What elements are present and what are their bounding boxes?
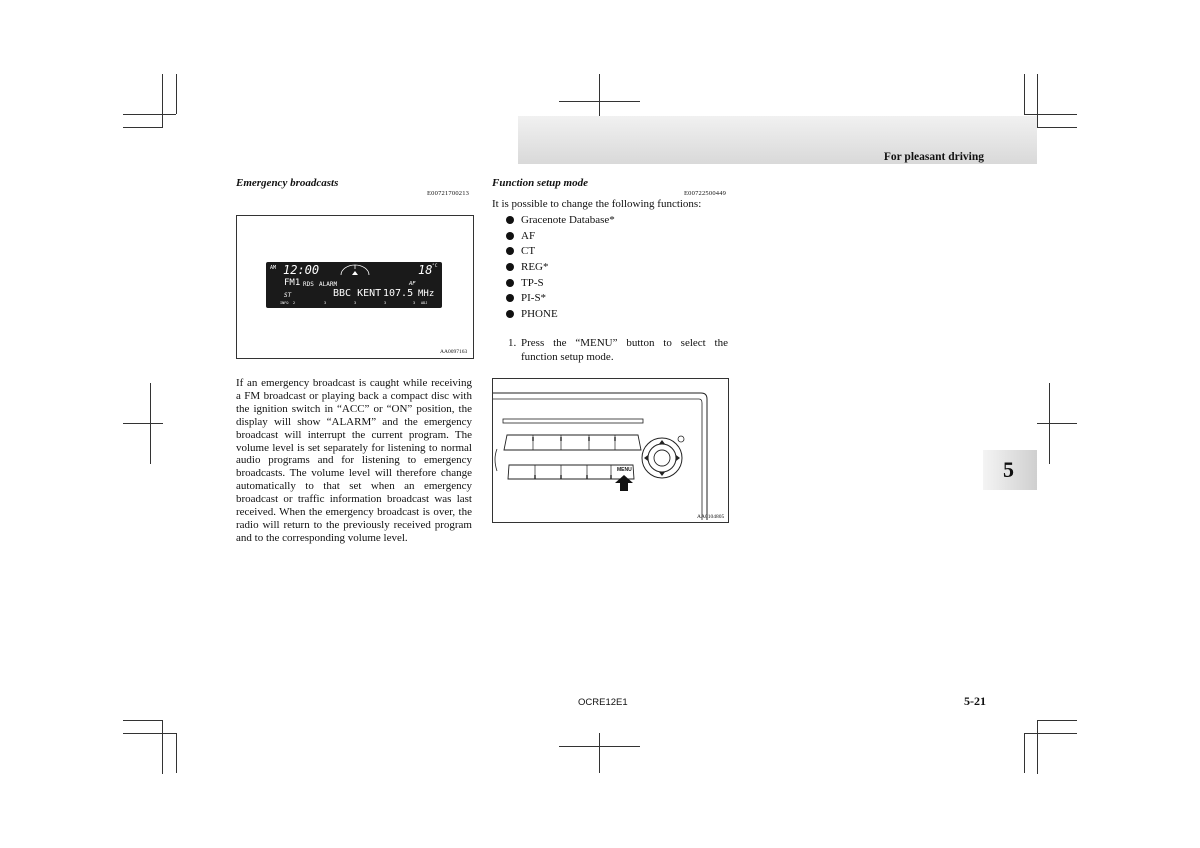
- lcd-adj: ADJ: [421, 301, 428, 305]
- lcd-tick-label: 3: [324, 301, 327, 305]
- lcd-info: INFO: [280, 301, 289, 305]
- function-setup-intro: It is possible to change the following functions:: [492, 198, 702, 210]
- function-setup-title: Function setup mode: [492, 177, 588, 189]
- lcd-am: AM: [270, 265, 277, 271]
- step-number: 1.: [508, 337, 517, 349]
- lcd-time: 12:00: [283, 263, 320, 277]
- lcd-tick-label: 3: [413, 301, 416, 305]
- function-list: [506, 212, 615, 322]
- radio-panel-illustration: [493, 379, 726, 520]
- bullet-icon: [506, 310, 514, 318]
- lcd-rds: RDS: [303, 281, 314, 288]
- lcd-band: FM1: [284, 278, 301, 288]
- lcd-station: BBC KENT: [333, 288, 382, 299]
- lcd-temp-unit: °C: [432, 264, 438, 269]
- bullet-icon: [506, 263, 514, 271]
- lcd-tick-label: 2: [293, 301, 296, 305]
- bullet-icon: [506, 279, 514, 287]
- list-item: CT: [506, 243, 615, 259]
- signal-dial-icon: [339, 264, 371, 276]
- step-1: [508, 337, 728, 364]
- lcd-temp: 18: [418, 263, 433, 277]
- list-item: REG*: [506, 259, 615, 275]
- bullet-icon: [506, 216, 514, 224]
- page-number: 5-21: [964, 694, 986, 708]
- list-item: TP-S: [506, 275, 615, 291]
- lcd-frequency: 107.5: [383, 288, 414, 299]
- chapter-number: 5: [1003, 457, 1014, 482]
- list-item: Gracenote Database*: [506, 212, 615, 228]
- lcd-af: AF: [409, 281, 416, 287]
- step-text: Press the “MENU” button to select the function setup mode.: [521, 337, 728, 363]
- document-code: OCRE12E1: [578, 697, 628, 708]
- list-item: PI-S*: [506, 290, 615, 306]
- emergency-broadcasts-title: Emergency broadcasts: [236, 177, 339, 189]
- lcd-st: ST: [284, 292, 292, 299]
- lcd-figure-code: AA0097163: [440, 349, 468, 355]
- emergency-broadcasts-code: E00721700213: [427, 190, 470, 197]
- lcd-screen: [266, 262, 442, 308]
- bullet-icon: [506, 247, 514, 255]
- section-header-title: For pleasant driving: [883, 151, 984, 163]
- bullet-icon: [506, 232, 514, 240]
- lcd-alarm: ALARM: [319, 281, 338, 288]
- list-item: PHONE: [506, 306, 615, 322]
- lcd-unit: MHz: [418, 289, 435, 299]
- emergency-broadcast-paragraph: If an emergency broadcast is caught while receiving a FM broadcast or playing back a compact disc with the ignition switch in “ACC” or “ON” position, the display will show “ALARM” and the emergency broadcast will interrupt the current program. The volume level is set separately for listening to normal audio programs and for listening to emergency broadcasts. The volume level will therefore change automatically to that set when an emergency broadcast or traffic information broadcast was last received. When the emergency broadcast is over, the radio will return to the previously received program and to the corresponding volume level.: [236, 377, 472, 544]
- function-setup-code: E00722500449: [684, 190, 727, 197]
- menu-button-label: MENU: [617, 467, 632, 473]
- lcd-tick-label: 3: [384, 301, 387, 305]
- lcd-tick-label: 3: [354, 301, 357, 305]
- bullet-icon: [506, 294, 514, 302]
- list-item: AF: [506, 228, 615, 244]
- radio-figure-code: AA0104805: [697, 514, 725, 520]
